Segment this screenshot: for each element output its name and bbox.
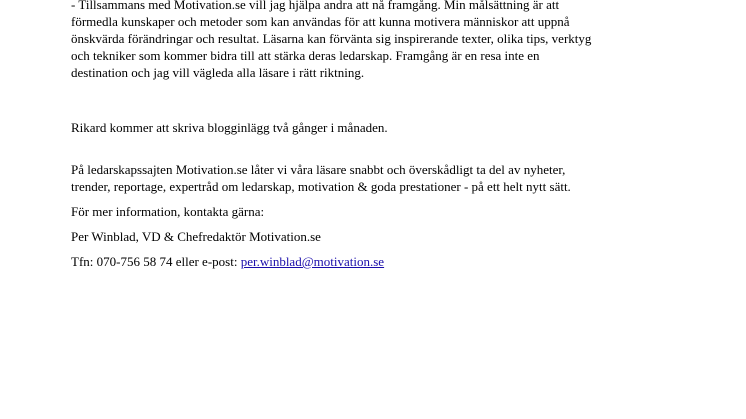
about-line: trender, reportage, expertråd om ledarskap, motivation & goda prestationer - på ett helt nytt sätt. [71, 179, 571, 194]
contact-email-link[interactable]: per.winblad@motivation.se [240, 254, 385, 269]
contact-name: Per Winblad, VD & Chefredaktör Motivation.se [71, 229, 321, 244]
more-info-text: För mer information, kontakta gärna: [71, 204, 265, 219]
contact-phone: Tfn: 070-756 58 74 eller e-post: [71, 254, 241, 269]
frequency-text: Rikard kommer att skriva blogginlägg två gånger i månaden. [71, 120, 388, 135]
about-paragraph [71, 161, 711, 195]
intro-line: destination och jag vill vägleda alla läsare i rätt riktning. [71, 65, 365, 80]
contact-phone-paragraph [71, 253, 711, 270]
contact-name-paragraph [71, 228, 711, 245]
more-info-paragraph [71, 203, 711, 220]
about-line: På ledarskapssajten Motivation.se låter vi våra läsare snabbt och överskådligt ta del av nyheter, [71, 162, 566, 177]
intro-line: och tekniker som kommer bidra till att stärka deras ledarskap. Framgång är en resa inte en [71, 48, 540, 63]
intro-line: - Tillsammans med Motivation.se vill jag hjälpa andra att nå framgång. Min målsättning är att [71, 0, 560, 12]
contact-line [71, 253, 711, 270]
intro-line: önskvärda förändringar och resultat. Läsarna kan förvänta sig inspirerande texter, olika tips, verktyg [71, 31, 592, 46]
frequency-paragraph [71, 119, 711, 136]
intro-paragraph [71, 0, 711, 81]
intro-line: förmedla kunskaper och metoder som kan användas för att kunna motivera människor att uppnå [71, 14, 570, 29]
